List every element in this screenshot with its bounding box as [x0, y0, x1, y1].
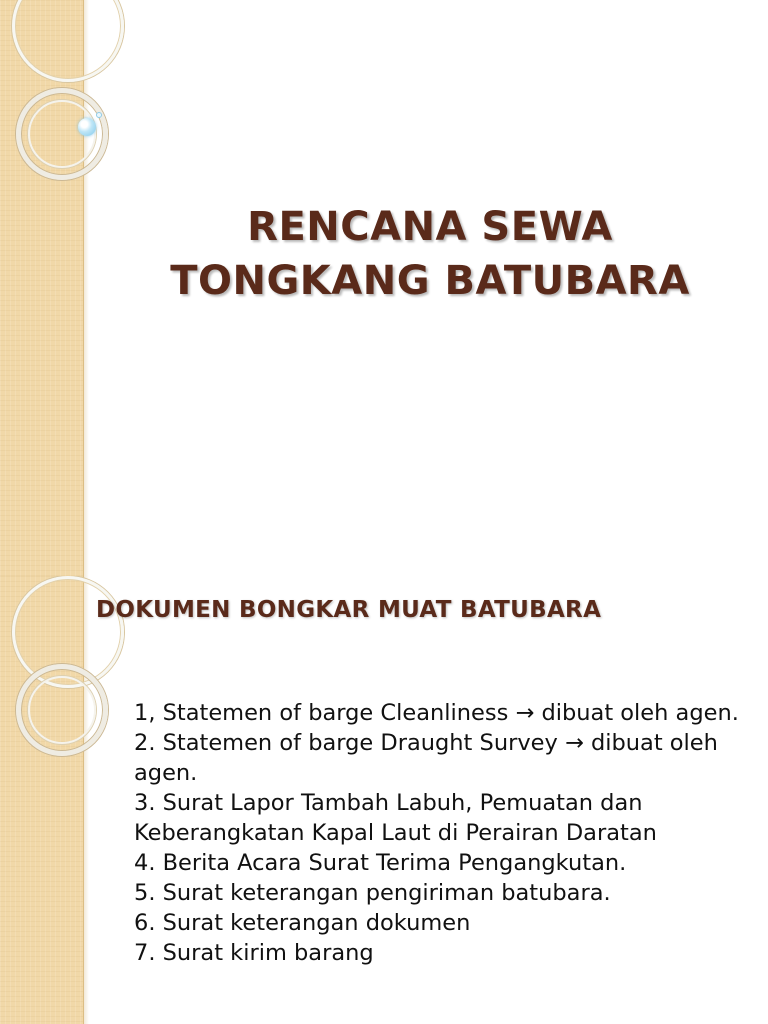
- list-item: 6. Surat keterangan dokumen: [134, 910, 471, 936]
- slide-title: [90, 200, 768, 308]
- list-item: 1, Statemen of barge Cleanliness → dibuat oleh agen.: [134, 700, 739, 726]
- list-item: 5. Surat keterangan pengiriman batubara.: [134, 880, 611, 906]
- section-heading: DOKUMEN BONGKAR MUAT BATUBARA: [96, 597, 602, 623]
- bubble-icon: [78, 118, 96, 136]
- content-slide: [0, 576, 768, 1024]
- title-line-2: TONGKANG BATUBARA: [170, 258, 690, 304]
- list-item: 4. Berita Acara Surat Terima Pengangkutan.: [134, 850, 627, 876]
- bubble-icon: [96, 112, 102, 118]
- list-item: 2. Statemen of barge Draught Survey → dibuat oleh agen.: [134, 730, 718, 786]
- list-item: 7. Surat kirim barang: [134, 940, 374, 966]
- title-line-1: RENCANA SEWA: [247, 204, 613, 250]
- list-item: 3. Surat Lapor Tambah Labuh, Pemuatan dan Keberangkatan Kapal Laut di Perairan Daratan: [134, 790, 657, 846]
- document-list: [134, 698, 754, 968]
- decorative-ring: [28, 676, 96, 744]
- decorative-side-band: [0, 0, 84, 576]
